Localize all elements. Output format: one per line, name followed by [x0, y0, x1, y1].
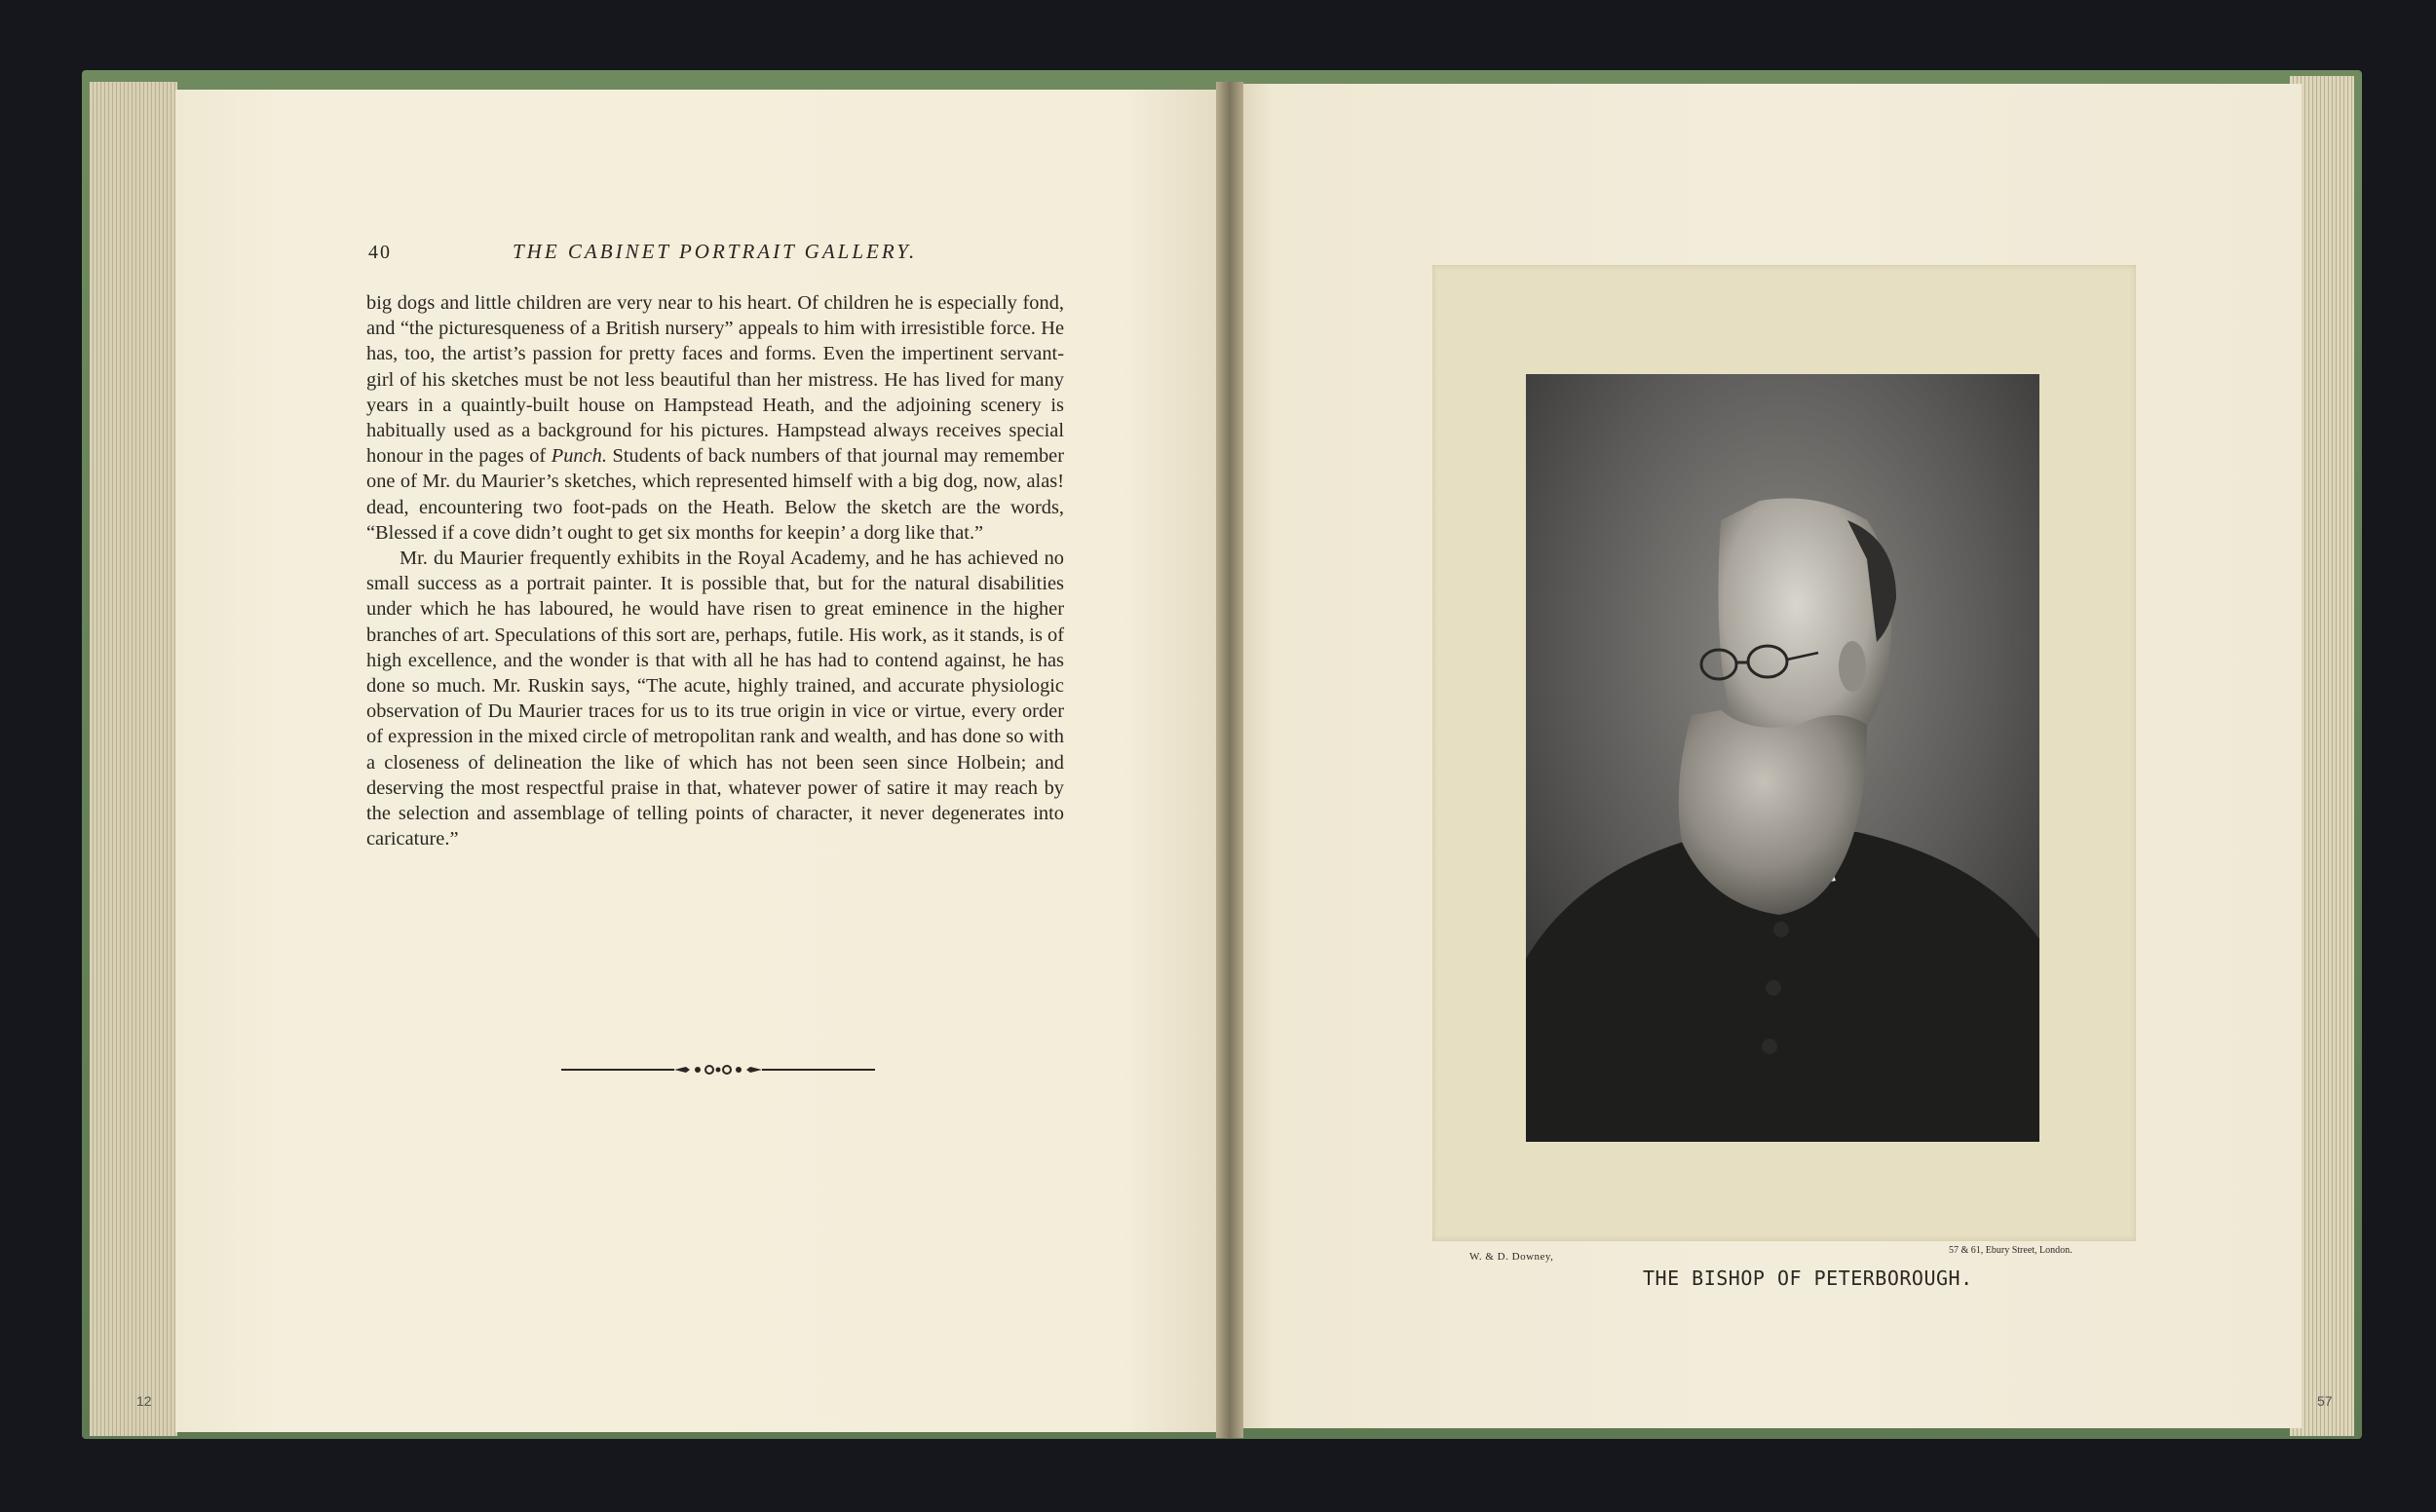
running-title: THE CABINET PORTRAIT GALLERY. [513, 240, 918, 263]
photographer-credit: W. & D. Downey, [1469, 1251, 1554, 1263]
paragraph-1-part-a: big dogs and little children are very near to his heart. Of children he is especially fond, and “the picturesqueness of a British nursery” appeals to him with irresistible force. He has, too, the artist’s passion for pretty faces and forms. Even the impertinent servant-girl of his sketches must be not less beautiful than her mistress. He has lived for many years in a quaintly-built house on Hampstead Heath, and the adjoining scenery is habitually used as a background for his pictures. Hampstead always receives special honour in the pages of [366, 292, 1064, 468]
left-page-edges [90, 82, 177, 1436]
right-edge-mark: 57 [2317, 1393, 2333, 1409]
page-number: 40 [368, 242, 392, 263]
punch-title: Punch. [551, 445, 607, 468]
portrait-caption: THE BISHOP OF PETERBOROUGH. [1643, 1266, 1973, 1290]
book-gutter [1216, 82, 1243, 1438]
tailpiece-ornament [559, 1060, 877, 1079]
paragraph-1-part-b: Students of back numbers of that journal may remember one of Mr. du Maurier’s sketches, which represented himself with a big dog, now, alas! dead, encountering two foot-pads on the Heath. Below the sketch are the words, “Blessed if a cove didn’t ought to get six months for keepin’ a dorg like that.” [366, 445, 1064, 544]
paragraph-1 [366, 290, 1064, 546]
studio-address: 57 & 61, Ebury Street, London. [1949, 1245, 2073, 1256]
paragraph-2: Mr. du Maurier frequently exhibits in the Royal Academy, and he has achieved no small success as a portrait painter. It is possible that, but for the natural disabilities under which he has laboured, he would have risen to great eminence in the higher branches of art. Speculations of this sort are, perhaps, futile. His work, as it stands, is of high excellence, and the wonder is that with all he has had to contend against, he has done so much. Mr. Ruskin says, “The acute, highly trained, and accurate physiologic observation of Du Maurier traces for us to its true origin in vice or virtue, every order of expression in the mixed circle of metropolitan rank and wealth, and has done so with a closeness of delineation the like of which has not been seen since Holbein; and deserving the most respectful praise in that, whatever power of satire it may reach by the selection and assemblage of telling points of character, it never degenerates into caricature.” [366, 548, 1064, 850]
left-edge-mark: 12 [136, 1393, 152, 1409]
portrait-photograph [1526, 374, 2039, 1142]
body-text [366, 290, 1064, 851]
